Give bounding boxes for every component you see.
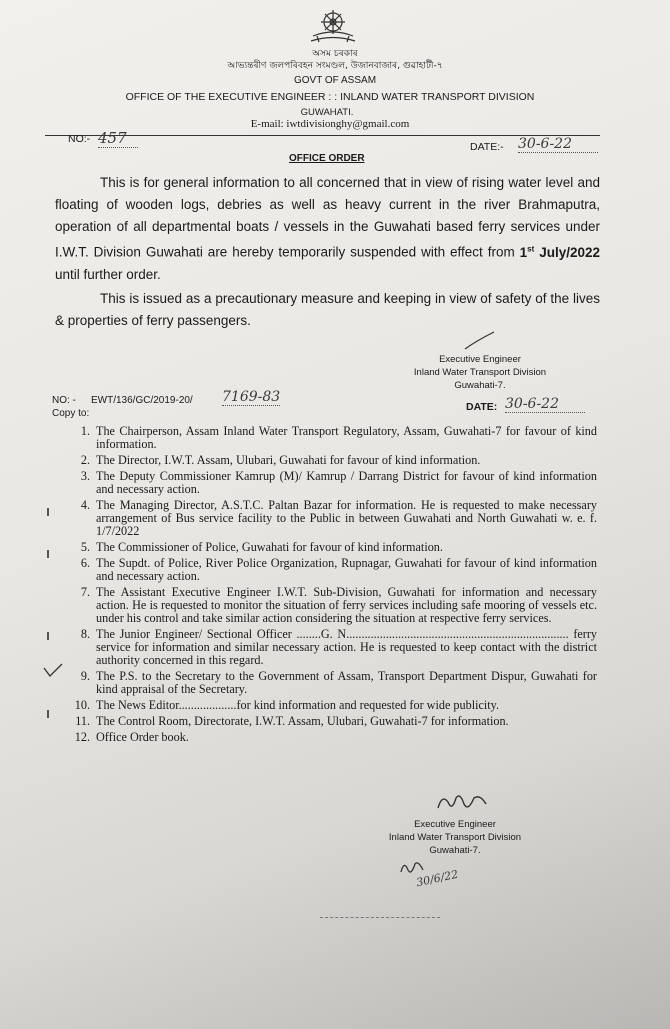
check-mark-icon xyxy=(42,662,64,678)
city-heading: GUWAHATI. xyxy=(300,107,354,118)
signature-block-2 xyxy=(360,818,550,857)
memo-date-value: 30-6-22 xyxy=(505,396,585,413)
signature-1-title: Executive Engineer xyxy=(439,354,521,365)
list-item: 3. The Deputy Commissioner Kamrup (M)/ Kamrup / Darrang District for favour of kind information and necessary action. xyxy=(80,469,597,496)
header-line-2: আভ্যন্তৰীণ জলপৰিবহন সংমণ্ডল, উজানবাজাৰ, গুৱাহাটী-৭ xyxy=(227,61,443,71)
office-heading: OFFICE OF THE EXECUTIVE ENGINEER : : INLAND WATER TRANSPORT DIVISION xyxy=(125,91,535,103)
signature-block-1 xyxy=(375,353,585,392)
government-emblem-icon xyxy=(307,8,359,46)
list-item: 9. The P.S. to the Secretary to the Government of Assam, Transport Department Dispur, Guwahati for kind appraisal of the Secretary. xyxy=(80,669,597,696)
memo-no-value: EWT/136/GC/2019-20/ xyxy=(91,395,193,406)
memo-no-handwritten: 7169-83 xyxy=(222,389,281,405)
order-no-value: 457 xyxy=(98,129,138,148)
signature-2-title: Executive Engineer xyxy=(414,819,496,830)
list-item: 10. The News Editor...................for kind information and requested for wide publicity. xyxy=(74,698,500,712)
order-paragraph-2: This is issued as a precautionary measure and keeping in view of safety of the lives & properties of ferry passengers. xyxy=(55,291,600,328)
list-item: 8. The Junior Engineer/ Sectional Officer ........G. N......................................................................... ferry service for information and similar necessary action. He is requested to keep contact with the district authority concerned in this regard. xyxy=(80,627,597,667)
signature-2-place: Guwahati-7. xyxy=(429,845,481,856)
list-item: 11. The Control Room, Directorate, I.W.T. Assam, Ulubari, Guwahati-7 for information. xyxy=(75,714,509,728)
order-date-value: 30-6-22 xyxy=(518,136,598,153)
header-line-1: অসম চৰকাৰ xyxy=(312,49,358,59)
list-item: 6. The Supdt. of Police, River Police Organization, Rupnagar, Guwahati for favour of kind information and necessary action. xyxy=(80,556,597,583)
list-item: 5. The Commissioner of Police, Guwahati for favour of kind information. xyxy=(80,540,443,554)
list-item: 7. The Assistant Executive Engineer I.W.T. Sub-Division, Guwahati for information and necessary action. He is requested to monitor the situation of ferry services including safe mooring of vessels etc. under his control and take similar action considering the situation at respective ferry services. xyxy=(80,585,597,625)
signature-mark-2 xyxy=(434,790,490,816)
stray-dotted-line xyxy=(320,917,440,918)
memo-no-label: NO: - xyxy=(52,395,76,406)
list-item: 2. The Director, I.W.T. Assam, Ulubari, Guwahati for favour of kind information. xyxy=(80,453,481,467)
order-date-label: DATE:- xyxy=(470,141,504,153)
list-item: 12. Office Order book. xyxy=(74,730,189,744)
memo-date-label: DATE: xyxy=(466,401,498,413)
margin-tick-mark xyxy=(47,710,49,718)
office-order-title: OFFICE ORDER xyxy=(289,153,365,164)
signature-mark-1 xyxy=(462,329,498,351)
signature-1-place: Guwahati-7. xyxy=(454,380,506,391)
margin-tick-mark xyxy=(47,632,49,640)
list-item: 1. The Chairperson, Assam Inland Water Transport Regulatory, Assam, Guwahati-7 for favour of kind information. xyxy=(80,424,597,451)
govt-heading: GOVT OF ASSAM xyxy=(293,75,377,86)
signature-2-hand-date: 30/6/22 xyxy=(415,867,460,890)
signature-2-org: Inland Water Transport Division xyxy=(388,832,522,843)
margin-tick-mark xyxy=(47,550,49,558)
order-paragraph-1: This is for general information to all concerned that in view of rising water level and floating of wooden logs, debries as well as heavy current in the river Brahmaputra, operation of all departmental boats / vessels in the Guwahati based ferry services under I.W.T. Division Guwahati are hereby temporarily suspended with effect from 1st July/2022 until further order. xyxy=(55,175,600,282)
order-no-label: NO:- xyxy=(68,133,91,145)
copy-to-label: Copy to: xyxy=(52,408,90,419)
list-item: 4. The Managing Director, A.S.T.C. Paltan Bazar for information. He is requested to make necessary arrangement of Bus service facility to the Public in between Guwahati and North Guwahati w. e. f. 1/7/2022 xyxy=(80,498,597,538)
email-line: E-mail: iwtdivisionghy@gmail.com xyxy=(250,118,410,130)
signature-1-org: Inland Water Transport Division xyxy=(413,367,547,378)
copy-to-list xyxy=(62,425,597,747)
margin-tick-mark xyxy=(47,508,49,516)
